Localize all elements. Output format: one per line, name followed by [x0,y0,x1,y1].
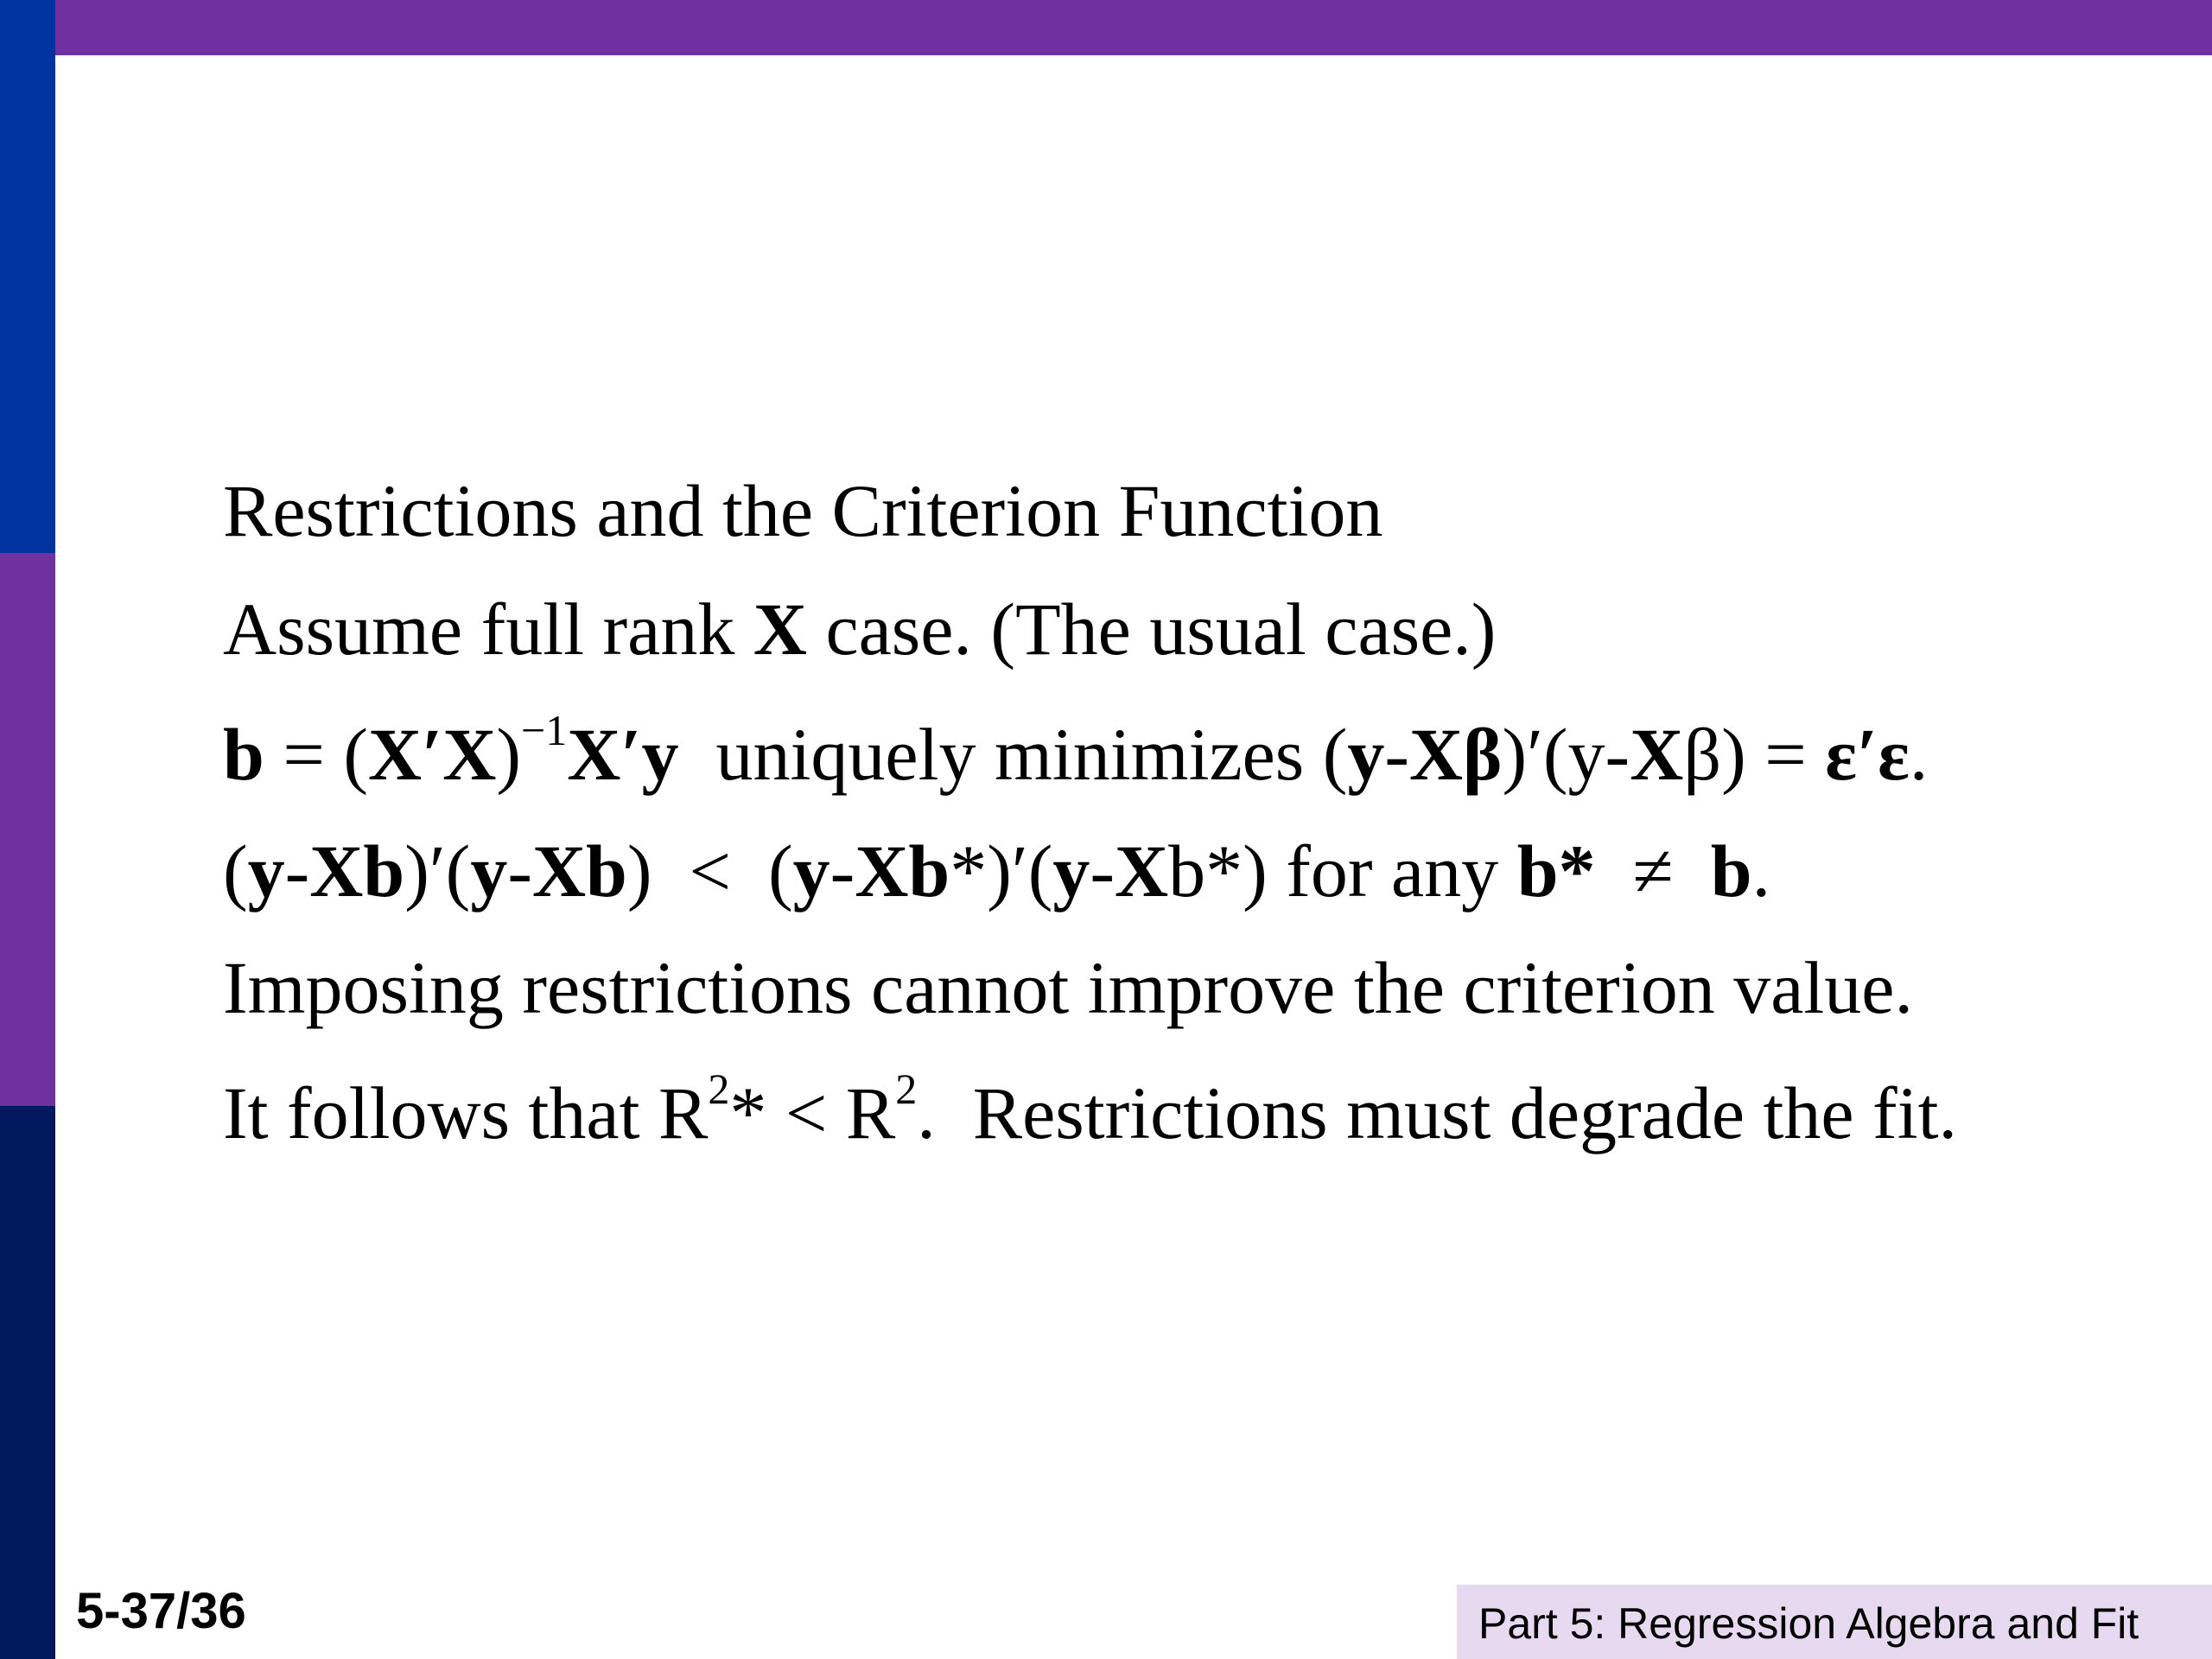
slide-number: 5-37/36 [76,1583,246,1639]
inequality-line: (y-Xb)′(y-Xb) < (y-Xb*)′(y-Xb*) for any b* ≠ b. [223,830,1771,912]
conclusion-line: It follows that $R^2* < R^2$. Restrictions must degrade the fit. [223,1065,1957,1154]
restriction-statement: Imposing restrictions cannot improve the criterion value. [223,946,1913,1029]
sidebar-middle-block [0,553,55,1106]
sidebar-bottom-block [0,1106,55,1659]
ols-estimator-line: $b = (X'X)^{-1}X'y$ uniquely minimizes (y-Xβ)′(y-Xβ) = ε′ε. [223,706,1929,796]
top-accent-bar [55,0,2212,55]
sidebar-top-block [0,0,55,553]
footer-title-box [1457,1585,2212,1659]
footer-part-title: Part 5: Regression Algebra and Fit [1478,1599,2139,1648]
slide-title: Restrictions and the Criterion Function [223,469,1383,552]
assumption-line: Assume full rank X case. (The usual case.) [223,588,1497,671]
